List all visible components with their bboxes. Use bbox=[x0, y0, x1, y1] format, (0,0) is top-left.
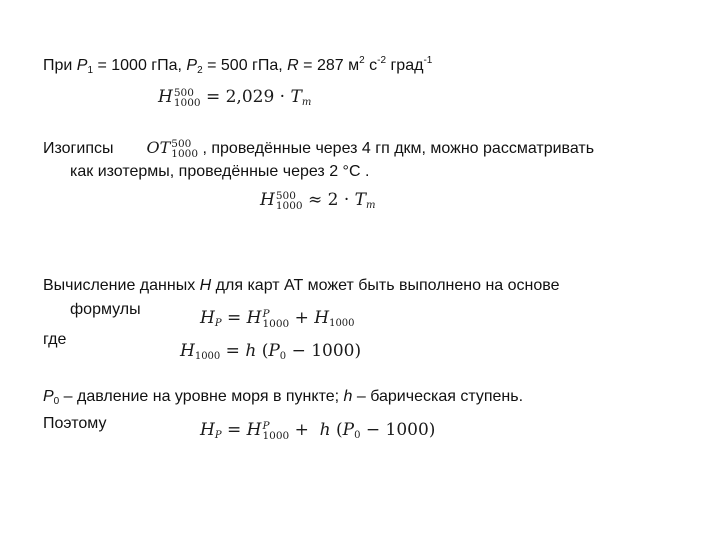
eq2-subscript: 1000 bbox=[275, 200, 303, 212]
eq5-lhs-h: H bbox=[200, 420, 215, 440]
eq5-plus: + bbox=[289, 420, 320, 440]
eq4-h-step: h bbox=[245, 341, 257, 361]
def-rest-2: – барическая ступень. bbox=[352, 388, 524, 405]
eq1-h-symbol: H bbox=[158, 87, 173, 107]
isohypse-label: Изогипсы bbox=[43, 140, 114, 157]
eq2-t-subscript: m bbox=[366, 200, 376, 211]
eq4-open-paren: ( bbox=[256, 341, 269, 361]
p2-subscript: 2 bbox=[197, 65, 203, 76]
equation-hp-sum bbox=[200, 307, 355, 335]
eq4-p-symbol: P bbox=[268, 341, 280, 361]
eq2-rhs: ≈ 2 · bbox=[302, 190, 355, 210]
eq5-superscript: P bbox=[262, 420, 270, 432]
def-rest-1: – давление на уровне моря в пункте; bbox=[59, 388, 344, 405]
p2-symbol: P bbox=[186, 57, 198, 74]
def-p-symbol: P bbox=[43, 388, 54, 405]
isohypse-rest: , проведённые через 4 гп дкм, можно рассматривать bbox=[198, 140, 595, 157]
eq1-rhs: = 2,029 · bbox=[200, 87, 291, 107]
eq1-t-subscript: m bbox=[301, 97, 312, 108]
def-h-symbol: h bbox=[343, 388, 353, 405]
equation-final bbox=[200, 419, 435, 447]
eq4-tail: − 1000) bbox=[286, 341, 362, 361]
eq1-subscript: 1000 bbox=[173, 97, 201, 109]
calculation-continuation-text: формулы bbox=[70, 301, 141, 318]
eq3-subscript: 1000 bbox=[262, 318, 290, 330]
eq2-superscript: 500 bbox=[275, 190, 296, 202]
pressure-parameters-line bbox=[43, 51, 432, 81]
definitions-line bbox=[43, 387, 523, 412]
equation-h1000 bbox=[180, 340, 361, 368]
isohypse-continuation bbox=[70, 162, 369, 182]
eq5-h-step: h bbox=[319, 420, 331, 440]
equation-approximation bbox=[260, 189, 375, 217]
eq5-p-subscript: 0 bbox=[354, 430, 361, 441]
eq3-h-symbol: H bbox=[246, 308, 262, 328]
isohypse-continuation-text: как изотермы, проведённые через 2 °С . bbox=[70, 163, 370, 180]
eq3-superscript: P bbox=[262, 308, 270, 320]
where-text: где bbox=[43, 331, 67, 348]
eq5-subscript: 1000 bbox=[262, 430, 290, 442]
p1-subscript: 1 bbox=[87, 65, 94, 76]
ot-superscript: 500 bbox=[171, 138, 192, 150]
ot-symbol: OT bbox=[146, 138, 171, 157]
ot-subscript: 1000 bbox=[171, 148, 199, 160]
calculation-continuation bbox=[70, 300, 141, 320]
eq5-tail: − 1000) bbox=[360, 420, 436, 440]
eq5-equals: = bbox=[221, 420, 247, 440]
equation-thickness-coefficient bbox=[158, 86, 311, 114]
eq4-h-symbol: H bbox=[180, 341, 195, 361]
eq3-h-subscript: 1000 bbox=[329, 318, 355, 329]
text-lead: При bbox=[43, 57, 77, 74]
therefore-label bbox=[43, 414, 106, 434]
r-value: = 287 м bbox=[298, 57, 360, 74]
calculation-lead: Вычисление данных bbox=[43, 277, 200, 294]
unit-text-3: град bbox=[386, 57, 424, 74]
eq4-h-subscript: 1000 bbox=[194, 351, 221, 362]
eq5-p-symbol: P bbox=[342, 420, 355, 440]
unit-text-2: с bbox=[364, 57, 378, 74]
eq3-lhs-subscript: P bbox=[214, 318, 222, 329]
def-p-subscript: 0 bbox=[53, 396, 60, 407]
unit-superscript-3: -1 bbox=[423, 55, 433, 66]
calculation-line bbox=[43, 276, 559, 296]
unit-superscript-1: 2 bbox=[359, 55, 365, 66]
isohypse-line bbox=[43, 137, 594, 159]
eq3-lhs-h: H bbox=[200, 308, 215, 328]
therefore-text: Поэтому bbox=[43, 415, 107, 432]
p2-value: = 500 гПа, bbox=[202, 57, 288, 74]
p1-value: = 1000 гПа, bbox=[93, 57, 187, 74]
eq5-open-paren: ( bbox=[330, 420, 343, 440]
eq1-t-symbol: T bbox=[290, 87, 302, 107]
eq1-superscript: 500 bbox=[173, 87, 194, 99]
calculation-h-symbol: H bbox=[199, 277, 212, 294]
ot-symbol-group bbox=[146, 138, 199, 160]
calculation-rest: для карт АТ может быть выполнено на основе bbox=[211, 277, 560, 294]
r-symbol: R bbox=[287, 57, 299, 74]
eq3-equals: = bbox=[221, 308, 247, 328]
eq2-h-symbol: H bbox=[260, 190, 275, 210]
where-label bbox=[43, 330, 66, 350]
eq2-t-symbol: T bbox=[354, 190, 366, 210]
eq5-h-symbol: H bbox=[246, 420, 262, 440]
p1-symbol: P bbox=[76, 57, 88, 74]
eq5-lhs-subscript: P bbox=[214, 430, 222, 441]
eq3-plus: + bbox=[289, 308, 315, 328]
eq3-h-term: H bbox=[314, 308, 330, 328]
eq4-p-subscript: 0 bbox=[279, 351, 287, 362]
eq4-equals: = bbox=[220, 341, 246, 361]
unit-superscript-2: -2 bbox=[377, 55, 387, 66]
